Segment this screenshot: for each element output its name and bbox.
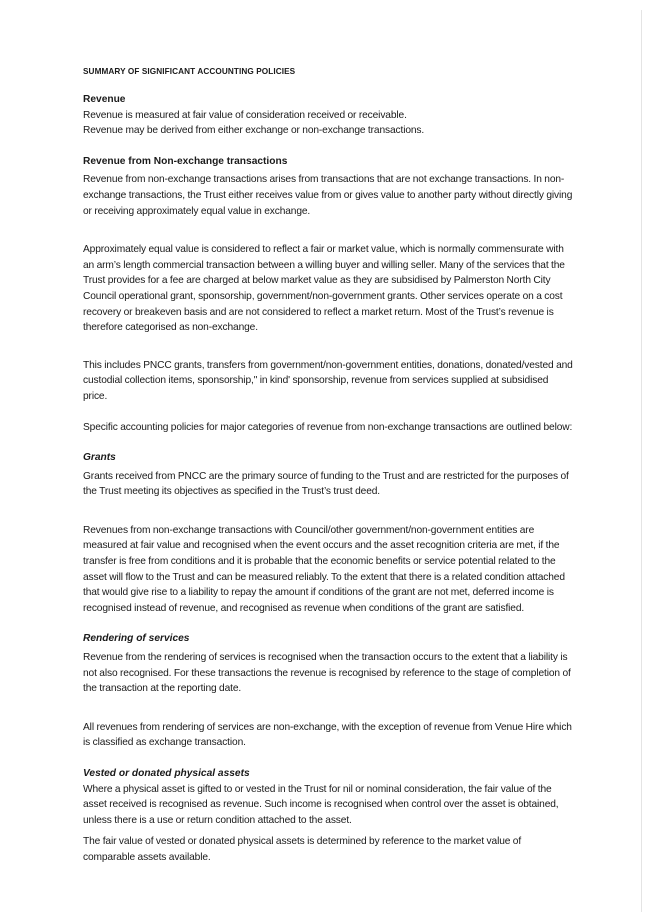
section-heading-grants: Grants (83, 452, 116, 464)
rendering-services-paragraph-1: Revenue from the rendering of services is recognised when the transaction occurs to the extent that a liability is not also recognised. For these transactions the revenue is recognised by reference to the stage of completion of the transaction at the reporting date. (83, 652, 571, 695)
non-exchange-paragraph-2: Approximately equal value is considered to reflect a fair or market value, which is normally commensurate with an arm’s length commercial transaction between a willing buyer and willing seller. Many of the services that the Trust provides for a fee are charged at below market value as they are subsidised by Palmerston North City Council operational grant, sponsorship, government/non-government grants. Other services operate on a cost recovery or breakeven basis and are not considered to reflect a market return. Most of the Trust’s revenue is therefore categorised as non-exchange. (83, 244, 565, 334)
grants-paragraph-1: Grants received from PNCC are the primary source of funding to the Trust and are restricted for the purposes of the Trust meeting its objectives as specified in the Trust’s trust deed. (83, 470, 569, 498)
grants-paragraph-2: Revenues from non-exchange transactions with Council/other government/non-government entities are measured at fair value and recognised when the event occurs and the asset recognition criteria are met, if the transfer is free from conditions and it is probable that the economic benefits or service potential related to the asset will flow to the Trust and can be measured reliably. To the extent that there is a related condition attached that would give rise to a liability to repay the amount if conditions of the grant are not met, deferred income is recognised instead of revenue, and recognised as revenue when conditions of the grant are satisfied. (83, 524, 565, 614)
section-heading-rendering-services: Rendering of services (83, 633, 190, 645)
non-exchange-paragraph-4: Specific accounting policies for major categories of revenue from non-exchange transactions are outlined below: (83, 421, 573, 433)
page-title: SUMMARY OF SIGNIFICANT ACCOUNTING POLICIES (83, 67, 296, 76)
section-vested-assets (83, 766, 573, 866)
revenue-line-2: Revenue may be derived from either exchange or non-exchange transactions. (83, 125, 425, 137)
vested-assets-paragraph-1: Where a physical asset is gifted to or vested in the Trust for nil or nominal consideration, the fair value of the asset received is recognised as revenue. Such income is recognised when control over the asset is obtained, unless there is a use or return condition attached to the asset. (83, 783, 559, 826)
section-heading-revenue: Revenue (83, 94, 126, 105)
vested-assets-paragraph-2: The fair value of vested or donated physical assets is determined by reference to the market value of comparable assets available. (83, 836, 522, 863)
non-exchange-paragraph-3: This includes PNCC grants, transfers from government/non-government entities, donations, donated/vested and custodial collection items, sponsorship," in kind' sponsorship, revenue from services supplied at subsidised price. (83, 359, 573, 402)
section-heading-vested-assets: Vested or donated physical assets (83, 768, 250, 779)
document-page (83, 66, 573, 866)
non-exchange-paragraph-1: Revenue from non-exchange transactions arises from transactions that are not exchange transactions. In non-exchange transactions, the Trust either receives value from or gives value to another party without directly giving or receiving approximately equal value in exchange. (83, 174, 573, 217)
section-heading-non-exchange: Revenue from Non-exchange transactions (83, 155, 288, 167)
section-rendering-services (83, 631, 573, 751)
revenue-line-1: Revenue is measured at fair value of consideration received or receivable. (83, 109, 407, 121)
rendering-services-paragraph-2: All revenues from rendering of services are non-exchange, with the exception of revenue from Venue Hire which is classified as exchange transaction. (83, 721, 572, 749)
page-edge (641, 10, 642, 912)
section-non-exchange (83, 154, 573, 435)
section-grants (83, 450, 573, 616)
section-revenue (83, 92, 573, 139)
